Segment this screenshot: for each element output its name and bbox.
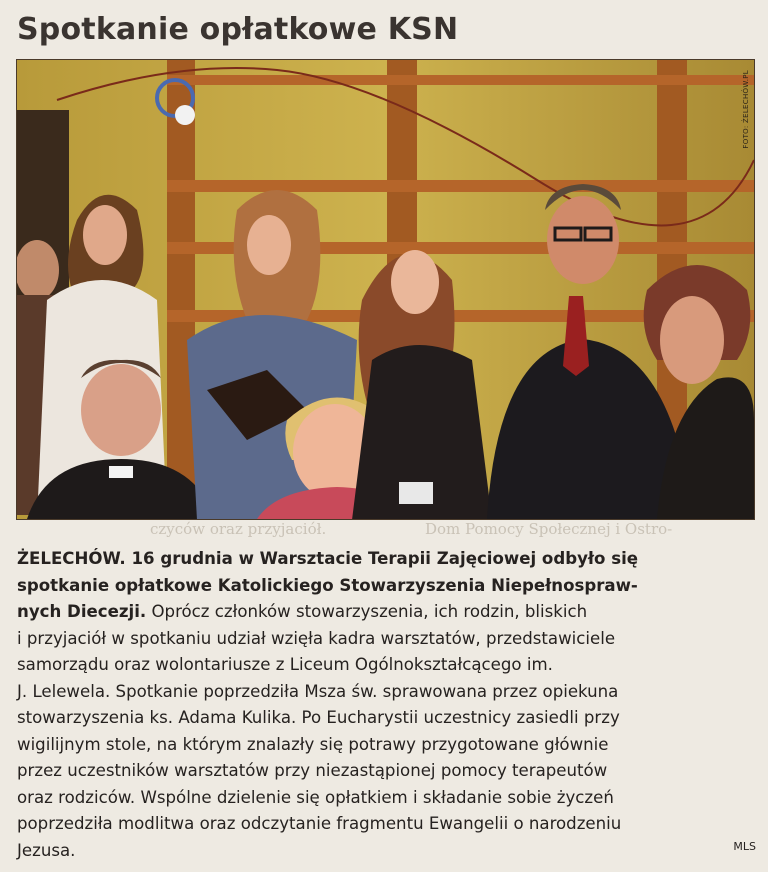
article-line bbox=[17, 758, 757, 785]
article-lead-text: nych Diecezji. bbox=[17, 602, 147, 621]
article-line bbox=[17, 785, 757, 812]
article-text: Jezusa. bbox=[17, 840, 76, 860]
article-text: Oprócz członków stowarzyszenia, ich rodzin, bliskich bbox=[146, 602, 588, 621]
article-line bbox=[17, 573, 757, 600]
bleed-through-text: Dom Pomocy Społecznej i Ostro- bbox=[425, 520, 673, 538]
author-signature: MLS bbox=[733, 840, 756, 853]
headline: Spotkanie opłatkowe KSN bbox=[17, 12, 459, 47]
article-text: J. Lelewela. Spotkanie poprzedziła Msza św. sprawowana przez opiekuna bbox=[17, 681, 619, 701]
article-text: wigilijnym stole, na którym znalazły się potrawy przygotowane głównie bbox=[17, 734, 609, 754]
article-text: stowarzyszenia ks. Adama Kulika. Po Eucharystii uczestnicy zasiedli przy bbox=[17, 708, 620, 727]
photo-illustration bbox=[17, 60, 754, 519]
article-text: samorządu oraz wolontariusze z Liceum Ogólnokształcącego im. bbox=[17, 655, 553, 674]
article-text: i przyjaciół w spotkaniu udział wzięła kadra warsztatów, przedstawiciele bbox=[17, 628, 616, 648]
article-line bbox=[17, 838, 757, 865]
article-line bbox=[17, 811, 757, 838]
article-line bbox=[17, 679, 757, 706]
article-text: oraz rodziców. Wspólne dzielenie się opłatkiem i składanie sobie życzeń bbox=[17, 787, 614, 807]
article-body bbox=[17, 546, 757, 864]
article-line bbox=[17, 546, 757, 573]
event-photo bbox=[16, 59, 755, 520]
article-line bbox=[17, 626, 757, 653]
bleed-through-text: czyców oraz przyjaciół. bbox=[150, 520, 327, 538]
article-line bbox=[17, 732, 757, 759]
article-lead-text: ŻELECHÓW. 16 grudnia w Warsztacie Terapii Zajęciowej odbyło się bbox=[17, 549, 639, 568]
article-text: poprzedziła modlitwa oraz odczytanie fragmentu Ewangelii o narodzeniu bbox=[17, 814, 622, 833]
article-lead-text: spotkanie opłatkowe Katolickiego Stowarzyszenia Niepełnospraw- bbox=[17, 575, 638, 595]
article-line bbox=[17, 599, 757, 626]
article-text: przez uczestników warsztatów przy niezastąpionej pomocy terapeutów bbox=[17, 761, 608, 780]
article-line bbox=[17, 652, 757, 679]
photo-credit: FOTO: ŻELECHÓW.PL bbox=[742, 70, 750, 149]
article-line bbox=[17, 705, 757, 732]
